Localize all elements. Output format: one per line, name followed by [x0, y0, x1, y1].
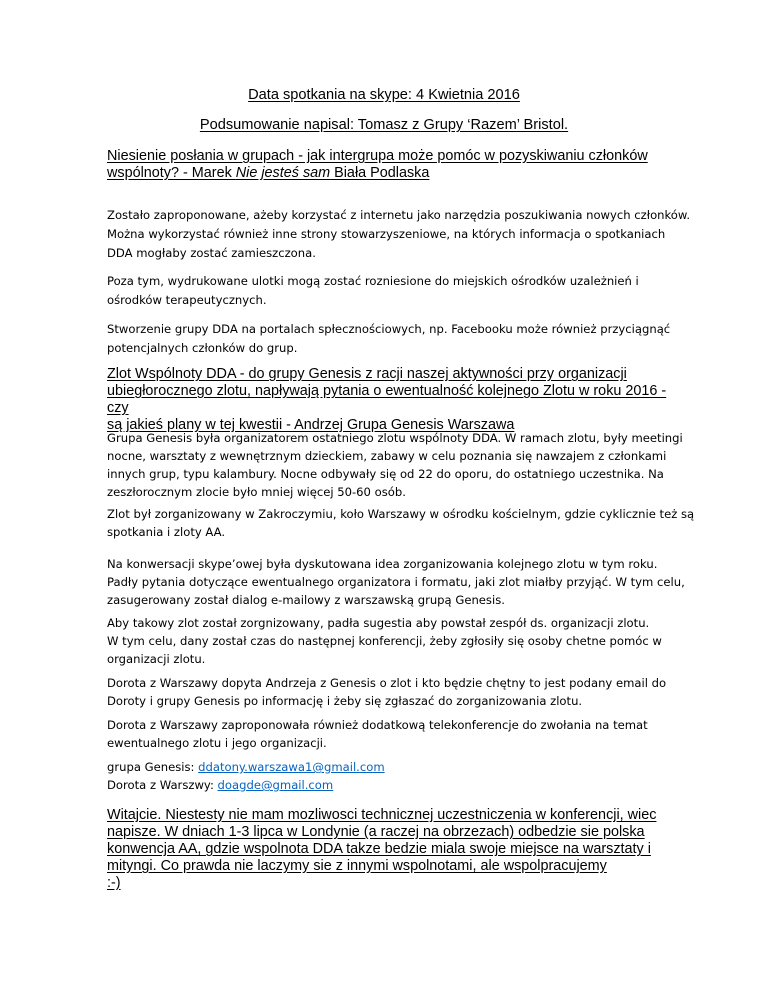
section1-heading: [107, 148, 667, 182]
heading-line: wspólnoty? - Marek Nie jesteś sam Biała Podlaska: [107, 165, 430, 181]
message-line: Witajcie. Niestesty nie mam mozliwosci technicznej uczestniczenia w konferencji, wiec: [107, 807, 657, 823]
contacts: [107, 758, 667, 794]
heading-line: ubiegłorocznego zlotu, napływają pytania o ewentualność kolejnego Zlotu w roku 2016 - czy: [107, 383, 667, 416]
message-line: napisze. W dniach 1-3 lipca w Londynie (a raczej na obrzezach) odbedzie sie polska: [107, 824, 645, 840]
section1-paragraph-1: Zostało zaproponowane, ażeby korzystać z internetu jako narzędzia poszukiwania nowych członków. Można wykorzystać również inne strony stowarzyszeniowe, na których informacja o spotkaniach DDA mogłaby zostać zamieszczona.: [107, 208, 691, 260]
contact-genesis: grupa Genesis: ddatony.warszawa1@gmail.com: [107, 760, 385, 774]
heading-italic: Nie jesteś sam: [235, 165, 331, 181]
section1-paragraph-3: Stworzenie grupy DDA na portalach spłecznościowych, np. Facebooku może również przyciągnąć potencjalnych członków do grup.: [107, 322, 671, 355]
section2-paragraph-1: Grupa Genesis była organizatorem ostatniego zlotu wspólnoty DDA. W ramach zlotu, były meetingi nocne, warsztaty z wewnętrznym dzieckiem, zabawy w celu poznania się nawzajem z członkami innych grup, typu kalambury. Nocne odbywały się od 22 do oporu, do ostatniego uczestnika. Na zeszłorocznym zlocie było mniej więcej 50-60 osób.: [107, 431, 683, 499]
section2-paragraph-3: Na konwersacji skype’owej była dyskutowana idea zorganizowania kolejnego zlotu w tym roku. Padły pytania dotyczące ewentualnego organizatora i formatu, jaki zlot miałby przyjąć. W tym celu, zasugerowany został dialog e-mailowy z warszawską grupą Genesis.: [107, 557, 685, 607]
heading-line: Niesienie posłania w grupach - jak intergrupa może pomóc w pozyskiwaniu członków: [107, 148, 648, 164]
meeting-date: Data spotkania na skype: 4 Kwietnia 2016: [248, 87, 520, 103]
section2-heading: [107, 366, 667, 434]
email-link-genesis[interactable]: ddatony.warszawa1@gmail.com: [198, 760, 385, 774]
section2-paragraph-6: Dorota z Warszawy zaproponowała również dodatkową telekonferencje do zwołania na temat ewentualnego zlotu i jego organizacji.: [107, 718, 648, 750]
section2-paragraph-2: Zlot był zorganizowany w Zakroczymiu, koło Warszawy w ośrodku kościelnym, gdzie cyklicznie też są spotkania i zloty AA.: [107, 507, 695, 539]
section2-paragraph-5: Dorota z Warszawy dopyta Andrzeja z Genesis o zlot i kto będzie chętny to jest podany email do Doroty i grupy Genesis po informację i żeby się zgłaszać do zorganizowania zlotu.: [107, 676, 667, 708]
heading-line: Zlot Wspólnoty DDA - do grupy Genesis z racji naszej aktywności przy organizacji: [107, 366, 627, 382]
summary-author: Podsumowanie napisal: Tomasz z Grupy ‘Razem’ Bristol.: [199, 117, 569, 133]
contact-dorota: Dorota z Warszwy: doagde@gmail.com: [107, 778, 334, 792]
message-line: :-): [107, 875, 121, 891]
email-link-dorota[interactable]: doagde@gmail.com: [217, 778, 334, 792]
message-line: mityngi. Co prawda nie laczymy sie z innymi wspolnotami, ale wspolpracujemy: [107, 858, 607, 874]
message-line: konwencja AA, gdzie wspolnota DDA takze bedzie miala swoje miejsce na warsztaty i: [107, 841, 651, 857]
heading-line: są jakieś plany w tej kwestii - Andrzej Grupa Genesis Warszawa: [107, 417, 515, 433]
section2-paragraph-4: Aby takowy zlot został zorgnizowany, padła sugestia aby powstał zespół ds. organizacji zlotu. W tym celu, dany został czas do następnej konferencji, żeby zgłosiły się osoby chetne pomóc w organizacji zlotu.: [107, 616, 662, 666]
section3-message: [107, 807, 667, 892]
section1-paragraph-2: Poza tym, wydrukowane ulotki mogą zostać rozniesione do miejskich ośrodków uzależnień i ośrodków terapeutycznych.: [107, 274, 639, 307]
